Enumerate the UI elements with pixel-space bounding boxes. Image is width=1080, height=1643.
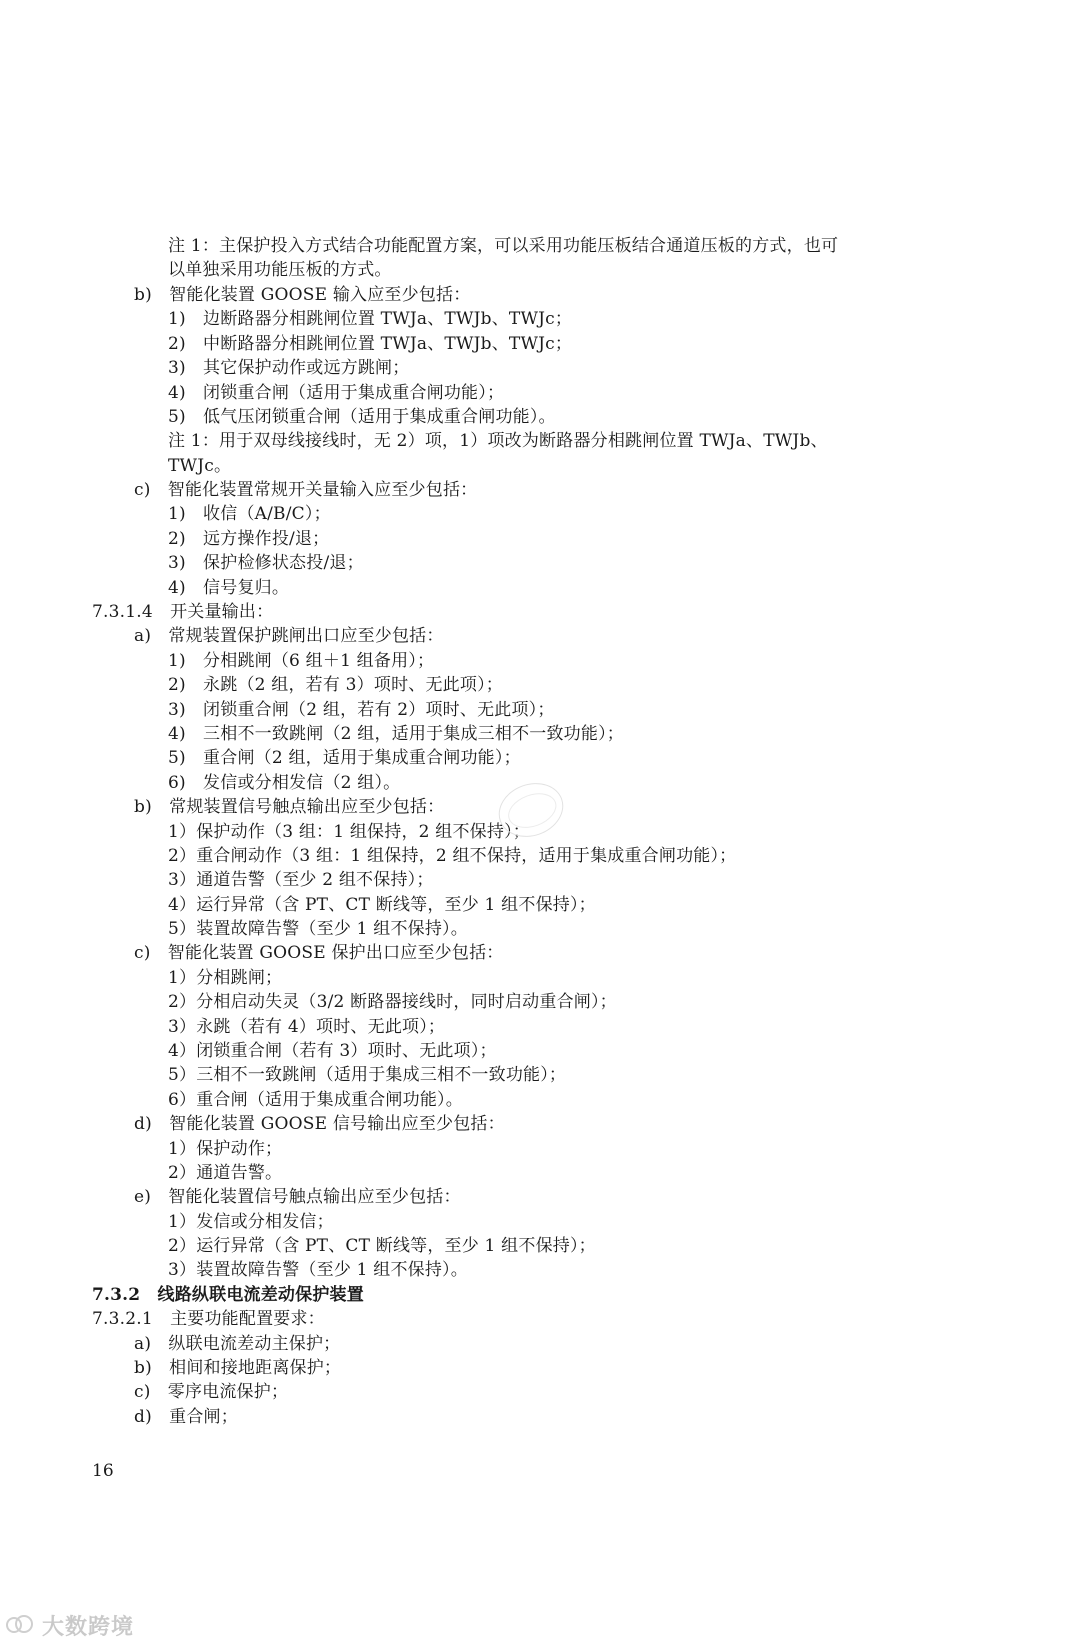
text-line: 1）保护动作； xyxy=(168,1139,283,1159)
text-line: 2）运行异常（含 PT、CT 断线等，至少 1 组不保持）； xyxy=(168,1236,596,1256)
text-line: TWJc。 xyxy=(168,456,232,476)
text-line: c) 智能化装置常规开关量输入应至少包括： xyxy=(134,480,478,500)
text-line: 3）通道告警（至少 2 组不保持）； xyxy=(168,870,434,890)
text-line: 2）重合闸动作（3 组：1 组保持，2 组不保持，适用于集成重合闸功能）； xyxy=(168,846,737,866)
text-line: 2) 远方操作投/退； xyxy=(168,529,330,549)
text-line: b) 常规装置信号触点输出应至少包括： xyxy=(134,797,445,817)
text-line: b) 智能化装置 GOOSE 输入应至少包括： xyxy=(134,285,471,305)
text-line: 4) 闭锁重合闸（适用于集成重合闸功能）； xyxy=(168,383,505,403)
text-line: 6）重合闸（适用于集成重合闸功能）。 xyxy=(168,1090,463,1110)
text-line: 4）闭锁重合闸（若有 3）项时、无此项）； xyxy=(168,1041,497,1061)
text-line: 3）装置故障告警（至少 1 组不保持）。 xyxy=(168,1260,468,1280)
text-line: 2) 中断路器分相跳闸位置 TWJa、TWJb、TWJc； xyxy=(168,334,573,354)
text-line: e) 智能化装置信号触点输出应至少包括： xyxy=(134,1187,461,1207)
text-line: 3) 闭锁重合闸（2 组，若有 2）项时、无此项）； xyxy=(168,700,555,720)
text-line: 4) 三相不一致跳闸（2 组，适用于集成三相不一致功能）； xyxy=(168,724,624,744)
text-line: a) 纵联电流差动主保护； xyxy=(134,1334,341,1354)
text-line: 注 1：用于双母线接线时，无 2）项，1）项改为断路器分相跳闸位置 TWJa、TWJb、 xyxy=(168,431,828,451)
text-line: 3）永跳（若有 4）项时、无此项）； xyxy=(168,1017,446,1037)
text-line: 4) 信号复归。 xyxy=(168,578,290,598)
text-line: 注 1：主保护投入方式结合功能配置方案，可以采用功能压板结合通道压板的方式，也可 xyxy=(168,236,839,256)
text-line: d) 智能化装置 GOOSE 信号输出应至少包括： xyxy=(134,1114,505,1134)
text-line: 1) 分相跳闸（6 组＋1 组备用）； xyxy=(168,651,435,671)
text-line: 1）发信或分相发信； xyxy=(168,1212,334,1232)
text-line: 5）三相不一致跳闸（适用于集成三相不一致功能）； xyxy=(168,1065,567,1085)
watermark-text: 大数跨境 xyxy=(42,1614,135,1640)
text-line: 1）保护动作（3 组：1 组保持，2 组不保持）； xyxy=(168,822,530,842)
text-line: 1）分相跳闸； xyxy=(168,968,283,988)
text-line: 以单独采用功能压板的方式。 xyxy=(168,260,392,280)
text-line: 3) 其它保护动作或远方跳闸； xyxy=(168,358,410,378)
text-line: 1) 边断路器分相跳闸位置 TWJa、TWJb、TWJc； xyxy=(168,309,573,329)
text-line: 3) 保护检修状态投/退； xyxy=(168,553,364,573)
text-line: 6) 发信或分相发信（2 组）。 xyxy=(168,773,401,793)
text-line: 2）分相启动失灵（3/2 断路器接线时，同时启动重合闸）； xyxy=(168,992,617,1012)
text-line: d) 重合闸； xyxy=(134,1407,238,1427)
text-line: 5) 重合闸（2 组，适用于集成重合闸功能）； xyxy=(168,748,521,768)
text-line: 1) 收信（A/B/C）； xyxy=(168,504,331,524)
text-line: c) 智能化装置 GOOSE 保护出口应至少包括： xyxy=(134,943,504,963)
text-line: 7.3.2.1 主要功能配置要求： xyxy=(92,1309,325,1329)
text-line: 2) 永跳（2 组，若有 3）项时、无此项）； xyxy=(168,675,503,695)
page-number: 16 xyxy=(92,1461,114,1481)
link-circles-icon xyxy=(6,1613,36,1637)
text-line: 5）装置故障告警（至少 1 组不保持）。 xyxy=(168,919,468,939)
text-line: 7.3.1.4 开关量输出： xyxy=(92,602,274,622)
text-line: c) 零序电流保护； xyxy=(134,1382,289,1402)
text-line: 7.3.2 线路纵联电流差动保护装置 xyxy=(92,1285,364,1305)
text-line: 4）运行异常（含 PT、CT 断线等，至少 1 组不保持）； xyxy=(168,895,596,915)
text-line: a) 常规装置保护跳闸出口应至少包括： xyxy=(134,626,444,646)
text-line: 2）通道告警。 xyxy=(168,1163,283,1183)
watermark xyxy=(6,1610,134,1640)
text-line: 5) 低气压闭锁重合闸（适用于集成重合闸功能）。 xyxy=(168,407,556,427)
text-line: b) 相间和接地距离保护； xyxy=(134,1358,342,1378)
